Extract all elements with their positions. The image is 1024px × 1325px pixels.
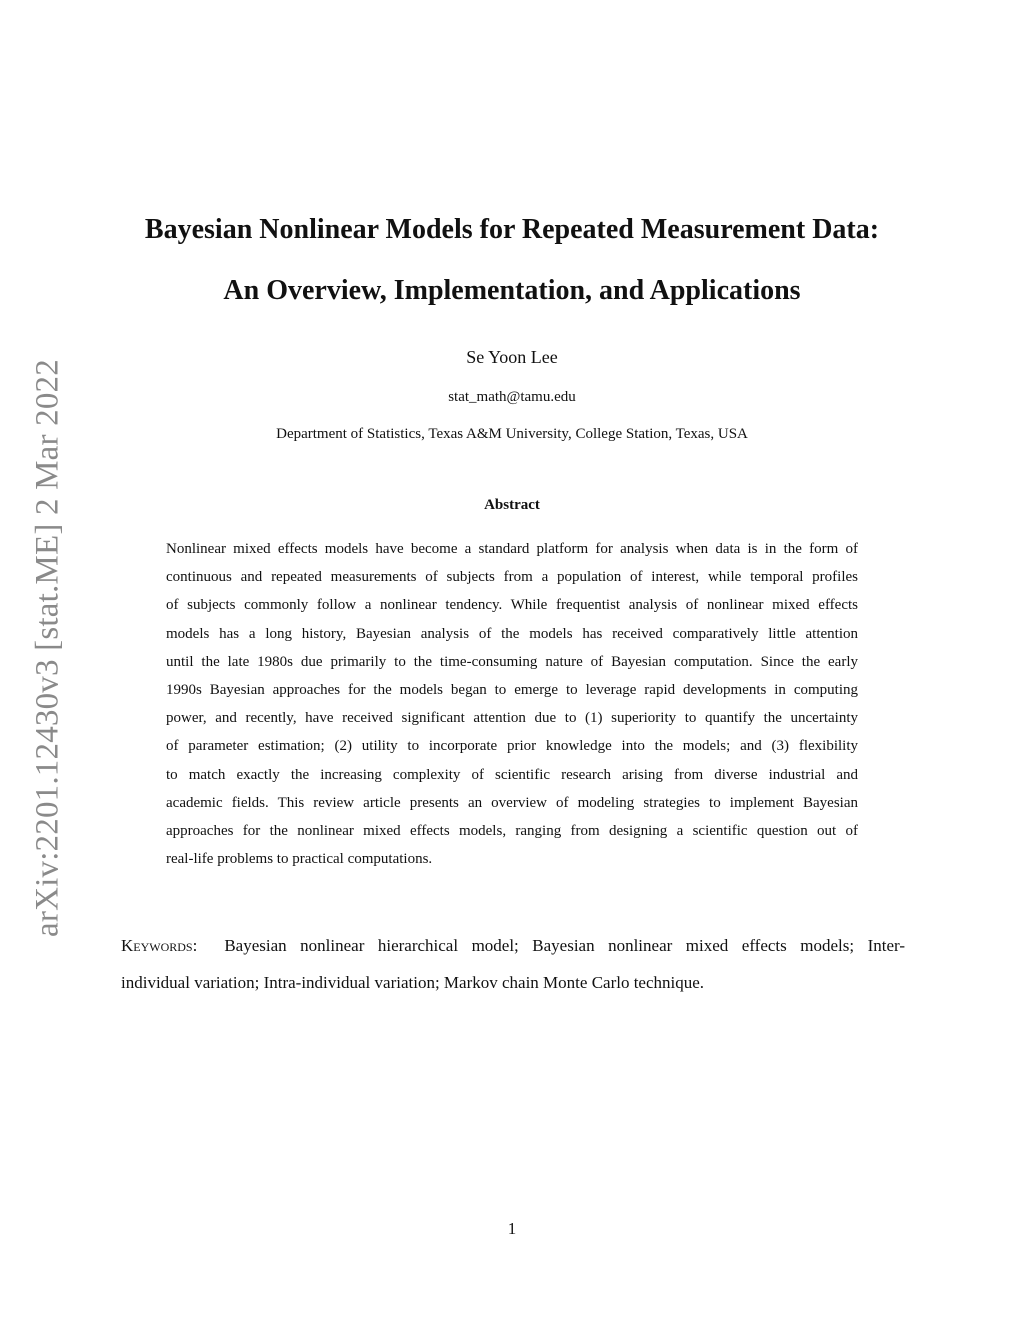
keywords-label: Keywords:	[121, 936, 198, 955]
keywords-line-2: individual variation; Intra-individual variation; Markov chain Monte Carlo technique.	[121, 973, 705, 992]
abstract-line: of subjects commonly follow a nonlinear tendency. While frequentist analysis of nonlinear mixed effects	[166, 597, 858, 614]
paper-title-line-1: Bayesian Nonlinear Models for Repeated Measurement Data:	[144, 214, 880, 245]
keywords-line-1	[121, 932, 905, 969]
abstract-line: models has a long history, Bayesian analysis of the models has received comparatively little attention	[166, 625, 858, 642]
arxiv-identifier-stamp: arXiv:2201.12430v3 [stat.ME] 2 Mar 2022	[29, 359, 66, 937]
abstract-line: academic fields. This review article presents an overview of modeling strategies to implement Bayesian	[166, 794, 858, 811]
author-affiliation: Department of Statistics, Texas A&M University, College Station, Texas, USA	[276, 426, 748, 442]
abstract-line: of parameter estimation; (2) utility to incorporate prior knowledge into the models; and (3) flexibility	[166, 738, 858, 755]
abstract-body	[166, 535, 858, 873]
paper-title-line-2: An Overview, Implementation, and Applications	[223, 275, 801, 306]
keywords-text: Bayesian nonlinear hierarchical model; Bayesian nonlinear mixed effects models; Inter-	[224, 936, 906, 955]
abstract-line: 1990s Bayesian approaches for the models began to emerge to leverage rapid developments in computing	[166, 681, 858, 698]
abstract-heading: Abstract	[484, 497, 540, 513]
abstract-line: approaches for the nonlinear mixed effects models, ranging from designing a scientific question out of	[166, 822, 858, 839]
abstract-line: continuous and repeated measurements of subjects from a population of interest, while temporal profiles	[166, 569, 858, 586]
abstract-line: until the late 1980s due primarily to the time-consuming nature of Bayesian computation. Since the early	[166, 653, 858, 670]
abstract-line: Nonlinear mixed effects models have become a standard platform for analysis when data is in the form of	[166, 541, 858, 557]
page-number: 1	[507, 1219, 517, 1238]
author-email: stat_math@tamu.edu	[448, 389, 576, 405]
abstract-line: power, and recently, have received significant attention due to (1) superiority to quantify the uncertainty	[166, 710, 858, 727]
author-name: Se Yoon Lee	[466, 347, 558, 367]
abstract-line: to match exactly the increasing complexity of scientific research arising from diverse industrial and	[166, 766, 858, 783]
keywords-block	[121, 932, 905, 1006]
abstract-line: real-life problems to practical computations.	[166, 851, 433, 868]
